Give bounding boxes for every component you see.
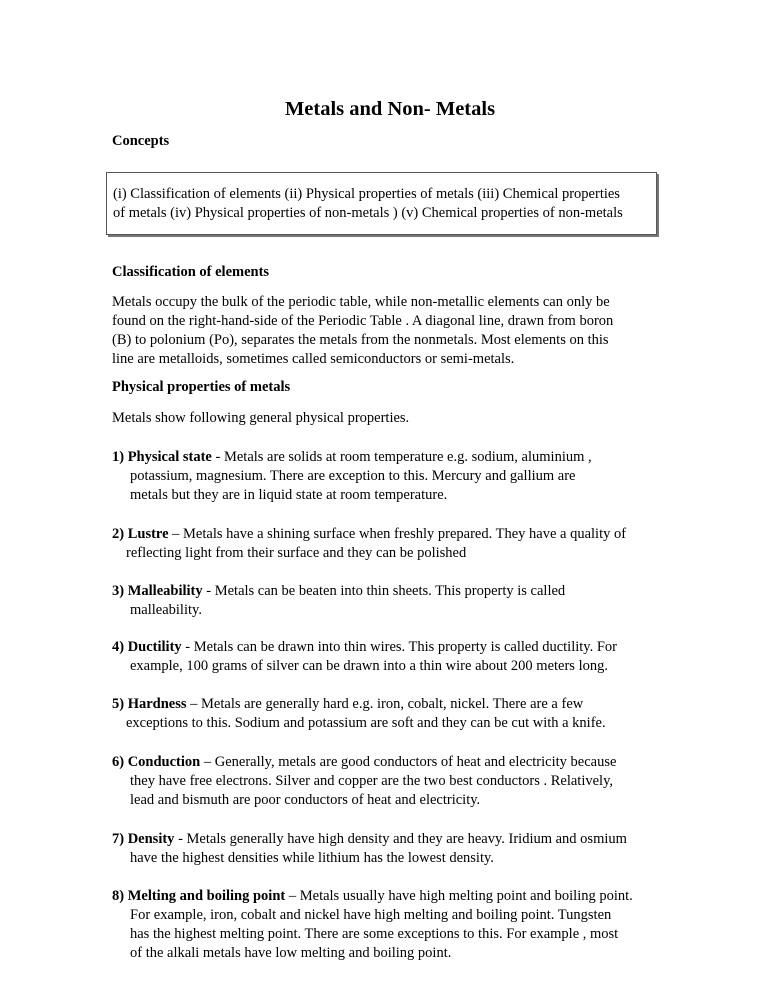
property-label: 2) Lustre [112,526,169,542]
physical-properties-heading: Physical properties of metals [112,379,291,395]
property-label: 7) Density [112,831,175,847]
property-text: has the highest melting point. There are some exceptions to this. For example , most [130,926,619,942]
property-text: Metals can be drawn into thin wires. This property is called ductility. For [193,639,617,655]
property-text: reflecting light from their surface and they can be polished [126,545,467,561]
page-title: Metals and Non- Metals [284,98,496,120]
paragraph-line: line are metalloids, sometimes called semiconductors or semi-metals. [112,351,515,367]
property-label: 6) Conduction [112,754,201,770]
property-item-physical-state [112,448,668,505]
property-item-conduction [112,753,668,810]
property-label: 3) Malleability [112,583,203,599]
concepts-line: (i) Classification of elements (ii) Physical properties of metals (iii) Chemical properties [113,186,620,202]
concepts-heading: Concepts [112,133,170,149]
property-item-melting-boiling-point [112,887,668,963]
property-text: malleability. [130,602,202,618]
property-label: 8) Melting and boiling point [112,888,286,904]
property-text: Metals are solids at room temperature e.g. sodium, aluminium , [223,449,592,465]
property-separator: – [186,696,202,712]
property-item-hardness [112,695,668,733]
property-text: have the highest densities while lithium has the lowest density. [130,850,494,866]
property-item-ductility [112,638,668,676]
property-label: 4) Ductility [112,639,182,655]
property-text: metals but they are in liquid state at room temperature. [130,487,448,503]
property-item-density [112,830,668,868]
property-separator: - [181,639,194,655]
property-text: Metals generally have high density and they are heavy. Iridium and osmium [186,831,627,847]
property-label: 1) Physical state [112,449,212,465]
property-text: they have free electrons. Silver and copper are the two best conductors . Relatively, [130,773,614,789]
property-item-lustre [112,525,668,563]
property-label: 5) Hardness [112,696,187,712]
property-text: Metals can be beaten into thin sheets. This property is called [214,583,566,599]
property-separator: - [211,449,224,465]
property-text: potassium, magnesium. There are exception to this. Mercury and gallium are [130,468,576,484]
property-text: For example, iron, cobalt and nickel have high melting and boiling point. Tungsten [130,907,612,923]
paragraph-line: (B) to polonium (Po), separates the metals from the nonmetals. Most elements on this [112,332,609,348]
property-text: Generally, metals are good conductors of heat and electricity because [214,754,617,770]
paragraph-line: Metals occupy the bulk of the periodic table, while non-metallic elements can only be [112,294,610,310]
concepts-line: of metals (iv) Physical properties of non-metals ) (v) Chemical properties of non-metals [113,205,623,221]
physical-properties-intro: Metals show following general physical properties. [112,410,410,426]
classification-paragraph [112,293,668,369]
property-text: Metals usually have high melting point and boiling point. [299,888,633,904]
property-text: Metals are generally hard e.g. iron, cobalt, nickel. There are a few [201,696,584,712]
property-text: example, 100 grams of silver can be drawn into a thin wire about 200 meters long. [130,658,608,674]
classification-heading: Classification of elements [112,264,270,280]
property-separator: – [285,888,300,904]
concepts-box [106,172,657,235]
property-item-malleability [112,582,668,620]
property-separator: - [202,583,215,599]
paragraph-line: found on the right-hand-side of the Periodic Table . A diagonal line, drawn from boron [112,313,614,329]
property-text: exceptions to this. Sodium and potassium are soft and they can be cut with a knife. [126,715,606,731]
property-text: Metals have a shining surface when freshly prepared. They have a quality of [183,526,627,542]
property-text: of the alkali metals have low melting and boiling point. [130,945,452,961]
property-text: lead and bismuth are poor conductors of heat and electricity. [130,792,481,808]
property-separator: – [168,526,184,542]
property-separator: – [200,754,215,770]
property-separator: - [174,831,187,847]
